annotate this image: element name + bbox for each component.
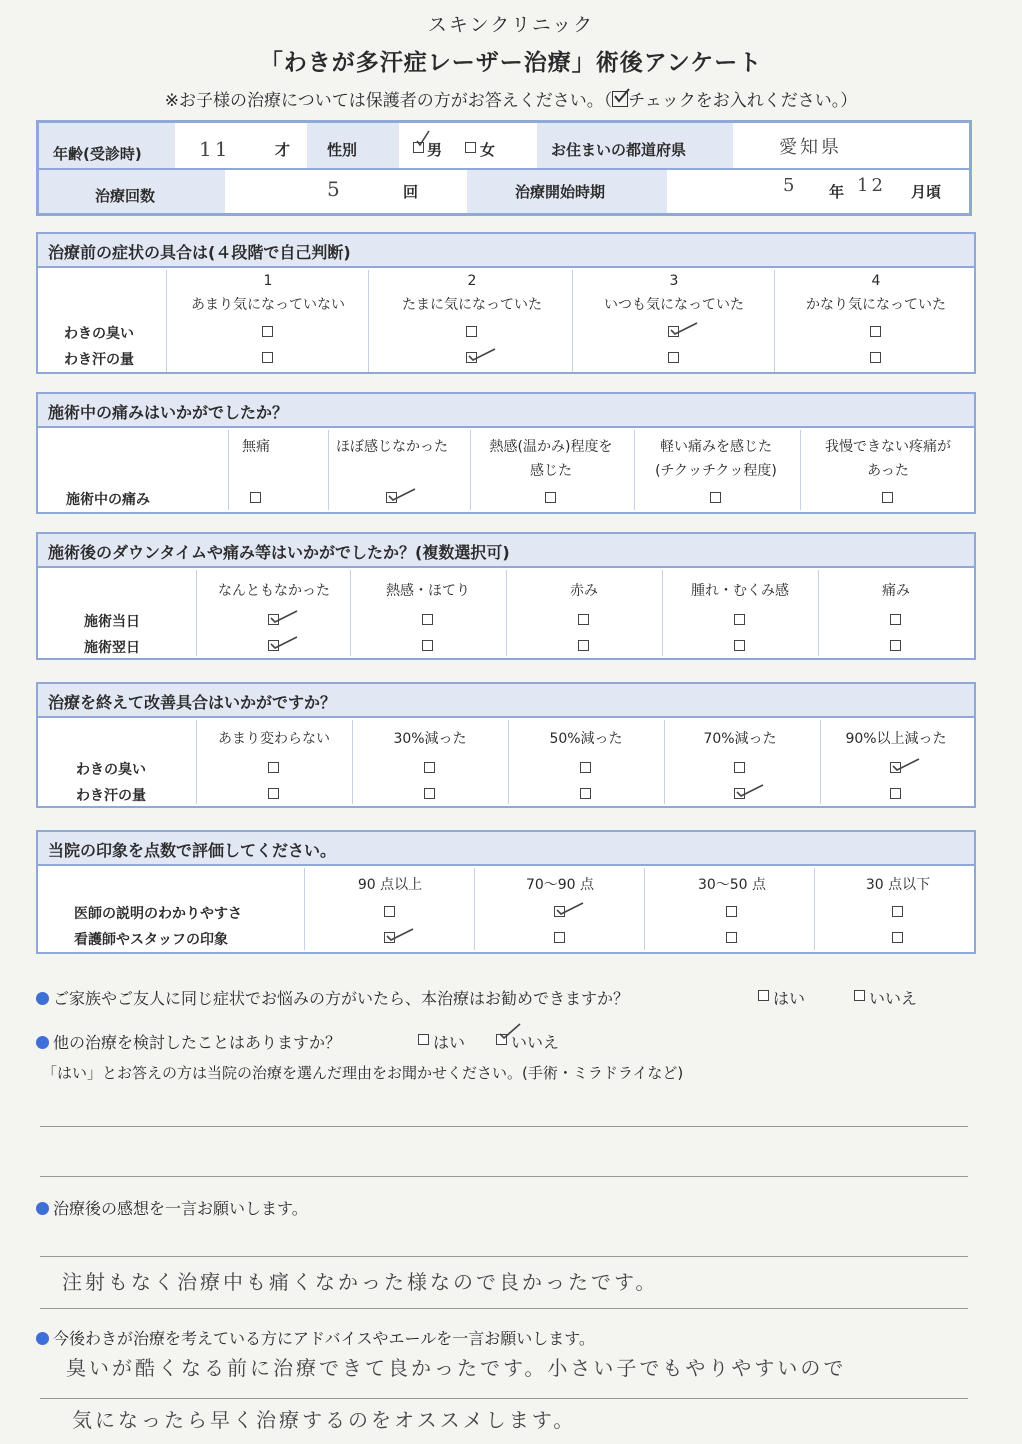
row-label: 施術当日 <box>84 614 140 630</box>
reason-prompt: 「はい」とお答えの方は当院の治療を選んだ理由をお聞かせください。(手術・ミラドライなど) <box>42 1064 684 1082</box>
column-header: 熱感・ほてり <box>386 583 470 599</box>
answer-checkbox[interactable] <box>890 788 901 799</box>
column-header: かなり気になっていた <box>806 297 946 313</box>
answer-checkbox[interactable] <box>578 640 589 651</box>
answer-line <box>40 1126 968 1127</box>
checkmark-icon <box>385 923 415 943</box>
column-header: 70〜90 点 <box>525 877 595 893</box>
checkmark-icon <box>269 631 299 651</box>
answer-checkbox[interactable] <box>726 932 737 943</box>
bullet-icon <box>36 1202 49 1215</box>
grid-divider <box>800 430 801 510</box>
column-header: 30〜50 点 <box>697 877 767 893</box>
answer-checkbox[interactable] <box>734 614 745 625</box>
answer-checkbox[interactable] <box>384 906 395 917</box>
recommend-no-checkbox[interactable] <box>854 990 865 1001</box>
advice-question <box>36 1326 595 1349</box>
column-header: 90 点以上 <box>357 877 423 893</box>
column-header: 30 点以下 <box>865 877 931 893</box>
other-treatment-yes-label: はい <box>433 1033 466 1052</box>
column-number: 3 <box>669 273 679 289</box>
improvement-section <box>36 682 976 808</box>
row-label: 看護師やスタッフの印象 <box>74 932 228 948</box>
row-label: わきの臭い <box>76 762 146 778</box>
answer-checkbox[interactable] <box>668 352 679 363</box>
column-header: なんともなかった <box>218 583 330 599</box>
answer-checkbox[interactable] <box>580 788 591 799</box>
answer-checkbox[interactable] <box>890 640 901 651</box>
bullet-icon <box>36 1036 49 1049</box>
bullet-icon <box>36 1332 49 1345</box>
section-title: 治療を終えて改善具合はいかがですか？ <box>38 684 974 718</box>
profile-box <box>36 120 972 216</box>
column-header: 軽い痛みを感じた <box>660 439 772 455</box>
answer-checkbox[interactable] <box>726 906 737 917</box>
month-unit: 月頃 <box>911 183 942 201</box>
checkmark-icon <box>467 343 497 363</box>
answer-checkbox[interactable] <box>734 762 745 773</box>
age-value: 11 <box>199 137 231 161</box>
start-year-value: 5 <box>783 175 798 196</box>
age-label: 年齢(受診時) <box>53 145 142 163</box>
column-number: 2 <box>467 273 477 289</box>
checkmark-icon <box>387 483 417 503</box>
instruction-text-2: チェックをお入れください。） <box>628 91 858 111</box>
column-number: 1 <box>263 273 273 289</box>
row-label: 施術翌日 <box>84 640 140 656</box>
survey-title: 「わきが多汗症レーザー治療」術後アンケート <box>259 50 763 76</box>
answer-checkbox[interactable] <box>882 492 893 503</box>
checkmark-icon <box>891 753 921 773</box>
answer-checkbox[interactable] <box>268 788 279 799</box>
impression-answer: 注射もなく治療中も痛くなかった様なので良かったです。 <box>62 1270 659 1294</box>
section-title: 治療前の症状の具合は(４段階で自己判断) <box>38 234 974 268</box>
impression-question-text: 治療後の感想を一言お願いします。 <box>53 1199 308 1218</box>
grid-divider <box>166 270 167 372</box>
sex-label: 性別 <box>327 141 358 159</box>
row-label: わき汗の量 <box>76 788 146 804</box>
column-header: 70%減った <box>703 731 777 747</box>
grid-divider <box>368 270 369 372</box>
column-number: 4 <box>871 273 881 289</box>
other-treatment-question-text: 他の治療を検討したことはありますか？ <box>53 1033 342 1052</box>
column-header: いつも気になっていた <box>604 297 744 313</box>
answer-checkbox[interactable] <box>892 906 903 917</box>
grid-divider <box>634 430 635 510</box>
answer-checkbox[interactable] <box>890 614 901 625</box>
checkmark-icon <box>555 897 585 917</box>
column-header: 赤み <box>570 583 598 599</box>
section-title: 施術後のダウンタイムや痛み等はいかがでしたか？(複数選択可) <box>38 534 974 568</box>
row-label: わき汗の量 <box>64 352 134 368</box>
prefecture-value: 愛知県 <box>779 137 842 158</box>
recommend-no-label: いいえ <box>869 989 918 1008</box>
treatment-count-unit: 回 <box>403 183 419 201</box>
answer-checkbox[interactable] <box>262 352 273 363</box>
grid-divider <box>644 868 645 950</box>
instruction-text: ※お子様の治療については保護者の方がお答えください。（ <box>164 91 613 111</box>
recommend-yes-label: はい <box>773 989 806 1008</box>
instruction-note <box>0 86 1022 111</box>
section-title: 当院の印象を点数で評価してください。 <box>38 832 974 866</box>
grid-divider <box>814 868 815 950</box>
other-treatment-yes-checkbox[interactable] <box>418 1034 429 1045</box>
answer-checkbox[interactable] <box>422 614 433 625</box>
row-label: わきの臭い <box>64 326 134 342</box>
checkmark-icon <box>735 779 765 799</box>
column-header: 腫れ・むくみ感 <box>691 583 789 599</box>
answer-checkbox[interactable] <box>870 326 881 337</box>
answer-checkbox[interactable] <box>250 492 261 503</box>
other-treatment-question <box>36 1030 341 1053</box>
column-header: たまに気になっていた <box>402 297 542 313</box>
column-header: 痛み <box>882 583 910 599</box>
answer-line <box>40 1176 968 1177</box>
start-month-value: 12 <box>857 175 886 196</box>
answer-checkbox[interactable] <box>870 352 881 363</box>
checkmark-icon <box>669 317 699 337</box>
start-label: 治療開始時期 <box>515 183 606 201</box>
answer-checkbox[interactable] <box>268 762 279 773</box>
impression-question <box>36 1196 308 1219</box>
answer-checkbox[interactable] <box>466 326 477 337</box>
column-header: 90%以上減った <box>845 731 947 747</box>
advice-answer-line2: 気になったら早く治療するのをオススメします。 <box>72 1408 577 1432</box>
answer-checkbox[interactable] <box>422 640 433 651</box>
recommend-question-text: ご家族やご友人に同じ症状でお悩みの方がいたら、本治療はお勧めできますか？ <box>53 989 630 1008</box>
impression-section <box>36 830 976 954</box>
grid-divider <box>572 270 573 372</box>
column-header: 30%減った <box>393 731 467 747</box>
other-treatment-no-label: いいえ <box>511 1033 560 1052</box>
answer-checkbox[interactable] <box>545 492 556 503</box>
male-label: 男 <box>427 141 443 159</box>
pain-during-section <box>36 392 976 514</box>
age-unit: 才 <box>275 141 291 159</box>
advice-question-text: 今後わきが治療を考えている方にアドバイスやエールを一言お願いします。 <box>53 1329 595 1348</box>
column-header: あまり気になっていない <box>191 297 345 313</box>
column-header: 無痛 <box>242 439 270 455</box>
answer-checkbox[interactable] <box>554 932 565 943</box>
answer-checkbox[interactable] <box>424 788 435 799</box>
grid-divider <box>304 868 305 950</box>
symptom-before-section <box>36 232 976 374</box>
checkmark-icon <box>269 605 299 625</box>
downtime-section <box>36 532 976 660</box>
female-label: 女 <box>480 141 496 159</box>
column-header: 熱感(温かみ)程度を <box>489 439 613 455</box>
column-header-line2: あった <box>867 463 909 479</box>
row-label: 施術中の痛み <box>66 492 150 508</box>
recommend-question <box>36 986 629 1009</box>
clinic-name: スキンクリニック <box>427 14 595 36</box>
answer-line <box>40 1256 968 1257</box>
advice-answer-line1: 臭いが酷くなる前に治療できて良かったです。小さい子でもやりやすいので <box>66 1356 847 1380</box>
prefecture-label: お住まいの都道府県 <box>551 141 687 159</box>
answer-checkbox[interactable] <box>580 762 591 773</box>
answer-checkbox[interactable] <box>892 932 903 943</box>
column-header-line2: 感じた <box>530 463 572 479</box>
section-title: 施術中の痛みはいかがでしたか？ <box>38 394 974 428</box>
answer-checkbox[interactable] <box>734 640 745 651</box>
recommend-yes-checkbox[interactable] <box>758 990 769 1001</box>
answer-line <box>40 1308 968 1309</box>
answer-checkbox[interactable] <box>710 492 721 503</box>
column-header-line2: (チクッチクッ程度) <box>655 463 777 479</box>
column-header: 50%減った <box>549 731 623 747</box>
row-label: 医師の説明のわかりやすさ <box>74 906 242 922</box>
column-header: 我慢できない疼痛が <box>825 439 951 455</box>
answer-checkbox[interactable] <box>424 762 435 773</box>
checkmark-sample-icon <box>612 91 628 107</box>
answer-line <box>40 1398 968 1399</box>
answer-checkbox[interactable] <box>262 326 273 337</box>
year-unit: 年 <box>829 183 845 201</box>
answer-checkbox[interactable] <box>578 614 589 625</box>
grid-divider <box>474 868 475 950</box>
column-header: ほぼ感じなかった <box>336 439 448 455</box>
female-checkbox[interactable] <box>465 142 476 153</box>
treatment-count-label: 治療回数 <box>95 187 156 205</box>
column-header: あまり変わらない <box>218 731 330 747</box>
grid-divider <box>774 270 775 372</box>
bullet-icon <box>36 992 49 1005</box>
treatment-count-value: 5 <box>327 177 343 201</box>
